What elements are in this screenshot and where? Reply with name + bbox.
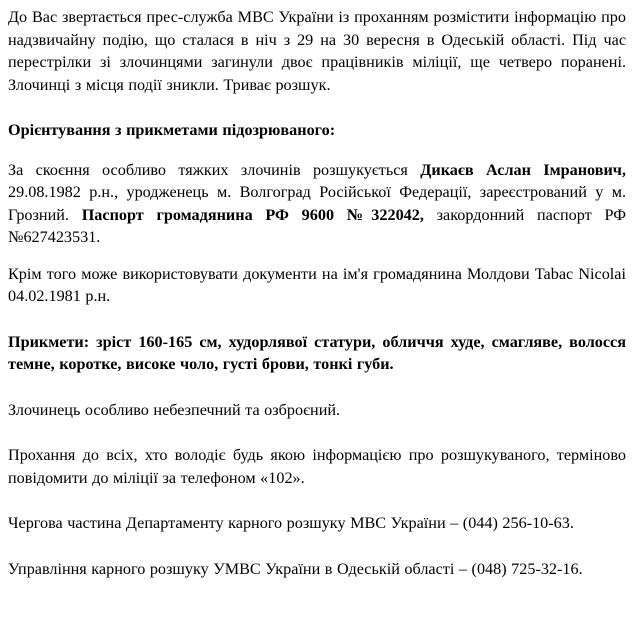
contact-odesa-paragraph: Управління карного розшуку УМВС України в Одеській області – (048) 725-32-16. [8, 559, 583, 578]
suspect-description-heading: Орієнтування з прикметами підозрюваного: [8, 121, 336, 139]
passport-number: Паспорт громадянина РФ 9600 №322042, [81, 205, 424, 224]
wanted-intro-text: За скоєння особливо тяжких злочинів розшукується [8, 160, 421, 179]
intro-paragraph: До Вас звертається прес-служба МВС України із проханням розмістити інформацію про надзвичайну подію, що сталася в ніч з 29 на 30 вересня в Одеській області. Під час перестрілки зі злочинцями загинули двоє працівників міліції, ще четверо поранені. Злочинці з місця події зникли. Триває розшук. [8, 8, 626, 94]
features-paragraph [8, 331, 626, 376]
warning-paragraph: Злочинець особливо небезпечний та озброєний. [8, 400, 341, 419]
wanted-suspect-paragraph [8, 159, 626, 249]
suspect-details-text: 29.08.1982 р.н., уродженець м. Волгоград Російської Федерації, зареєстрований у м. Грозний. [8, 183, 626, 224]
contact-department-paragraph: Чергова частина Департаменту карного розшуку МВС України – (044) 256-10-63. [8, 514, 574, 532]
press-release-document [8, 6, 626, 603]
suspect-name: Дикаєв Аслан Імранович, [420, 160, 626, 179]
request-paragraph: Прохання до всіх, хто володіє будь якою інформацією про розшукуваного, терміново повідомити до міліції за телефоном «102». [8, 446, 626, 487]
alias-documents-paragraph: Крім того може використовувати документи на ім'я громадянина Молдови Tabac Nicolai 04.02.1981 р.н. [8, 264, 626, 305]
foreign-passport-text: закордонний паспорт РФ №627423531. [8, 205, 626, 246]
features-label: Прикмети: [8, 332, 90, 351]
features-text: зріст 160-165 см, худорлявої статури, обличчя худе, смагляве, волосся темне, коротке, високе чоло, густі брови, тонкі губи. [8, 332, 626, 373]
